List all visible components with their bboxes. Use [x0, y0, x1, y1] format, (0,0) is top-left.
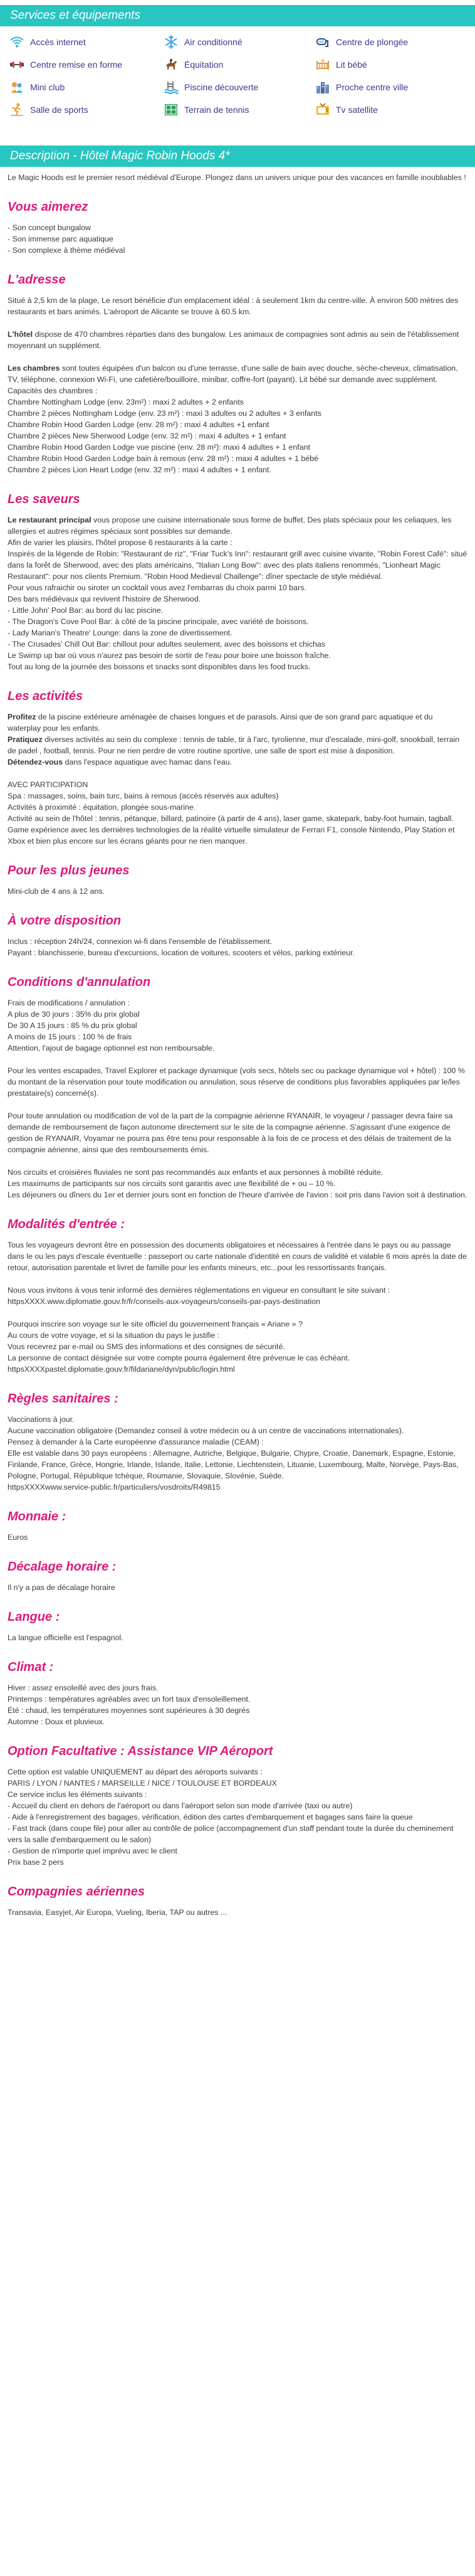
text-line: - Accueil du client en dehors de l'aéroport ou dans l'aéroport selon son mode d'arrivée (taxi ou autre) [8, 1801, 353, 1810]
text-line: AVEC PARTICIPATION [8, 780, 88, 789]
equipment-item [315, 102, 471, 118]
text-line: Prix base 2 pers [8, 1858, 64, 1867]
equipment-label: Accès internet [30, 37, 86, 47]
text-line: Pour vous rafraichir ou siroter un cocktail vous avez l'embarras du choix parmi 10 bars. [8, 583, 306, 592]
text-paragraph: Pour toute annulation ou modification de vol de la part de la compagnie aérienne RYANAIR, le voyageur / passager devra faire sa demande de remboursement de façon autonome directement sur le site de la compagnie aérienne. S'agissant d'une exigence de gestion de RYANAIR, Voyamar ne pourra pas être tenu pour responsable à la fois de ce process et des délais de traitement de la compagnie aérienne, ainsi que des remboursements émis. [8, 1111, 453, 1154]
equipment-label: Tv satellite [336, 105, 378, 115]
section-title-langue: Langue : [8, 1610, 60, 1624]
section-title-adresse: L'adresse [8, 273, 66, 287]
text-line: - Little John' Pool Bar: au bord du lac piscine. [8, 606, 164, 615]
text-line: Chambre 2 pièces Nottingham Lodge (env. 23 m²) : maxi 3 adultes ou 2 adultes + 3 enfants [8, 409, 321, 418]
lead-bold: Le restaurant principal [8, 516, 91, 524]
text-line: Automne : Doux et pluvieux. [8, 1717, 105, 1726]
text-line: Mini-club de 4 ans à 12 ans. [8, 887, 105, 896]
text-paragraph: Nous vous invitons à vous tenir informé des dernières réglementations en vigueur en consultant le site suivant : httpsXXXX.www.diplomatie.gouv.fr/fr/conseils-aux-voyageurs/conseils-par-pays-destination [8, 1286, 390, 1306]
section-title-vous-aimerez: Vous aimerez [8, 200, 88, 214]
equipment-item [315, 79, 471, 95]
equipment-item [163, 34, 302, 50]
horse-riding-icon [163, 56, 179, 73]
lead-bold: Profitez [8, 713, 36, 721]
text-paragraph [8, 363, 467, 385]
text-line: Chambre Robin Hood Garden Lodge bain à remous (env. 28 m²) : maxi 4 adultes + 1 bébé [8, 454, 319, 463]
text-paragraph: Nos circuits et croisières fluviales ne sont pas recommandés aux enfants et aux personnes à mobilité réduite. [8, 1168, 384, 1177]
text-paragraph: Pour les ventes escapades, Travel Explorer et package dynamique (vols secs, hôtels sec ou package dynamique vol + hôtel) : 100 % du montant de la réservation pour toute modification ou annulation, sous réserve de conditions plus favorables appliquées par le/les prestataire(s) concerné(s). [8, 1066, 465, 1098]
diving-icon [315, 34, 331, 50]
lead-bold: L'hôtel [8, 330, 33, 339]
text-line: Chambre Robin Hood Garden Lodge (env. 28 m²) : maxi 4 adultes +1 enfant [8, 420, 269, 429]
text-paragraph: Tous les voyageurs devront être en possession des documents obligatoires et nécessaires à l'entrée dans le pays ou au passage dans le ou les pays d'escale éventuelle : passeport ou carte nationale d'identité en cours de validité et valable 6 mois après la date de retour, autorisation parentale et livret de famille pour les enfants mineurs, etc...pour les ressortissants français. [8, 1241, 467, 1272]
text-line: Attention, l'ajout de bagage optionnel est non remboursable. [8, 1044, 215, 1052]
text-line: - Gestion de n'importe quel imprévu avec le client [8, 1847, 177, 1855]
paragraph-rest: de la piscine extérieure aménagée de chaises longues et de parasols. Ainsi que de son grand parc aquatique et du waterplay pour les enfants. [8, 713, 433, 733]
text-line: Vaccinations à jour. [8, 1415, 75, 1424]
baby-cot-icon [315, 56, 331, 73]
text-line: Pensez à demander à la Carte européenne d'assurance maladie (CEAM) : [8, 1438, 264, 1446]
text-line: Hiver : assez ensoleillé avec des jours frais. [8, 1683, 159, 1692]
text-paragraph [8, 329, 467, 351]
text-line: De 30 A 15 jours : 85 % du prix global [8, 1021, 137, 1030]
text-line: - The Crusades' Chill Out Bar: chillout pour adultes seulement, avec des boissons et chichas [8, 640, 325, 649]
text-line: PARIS / LYON / NANTES / MARSEILLE / NICE / TOULOUSE ET BORDEAUX [8, 1779, 277, 1788]
equipment-item [315, 34, 471, 50]
text-paragraph: Les maximums de participants sur nos circuits sont garantis avec une flexibilité de + ou – 10 %. [8, 1179, 336, 1188]
text-line: Elle est valable dans 30 pays européens : Allemagne, Autriche, Belgique, Bulgarie, Chypre, Croatie, Danemark, Espagne, Estonie, Finlande, France, Grèce, Hongrie, Irlande, Islande, Italie, Lettonie, Liechtenstein, Lituanie, Luxembourg, Malte, Norvège, Pays-Bas, Pologne, Portugal, République tchèque, Roumanie, Slovaquie, Slovénie, Suède. [8, 1449, 459, 1480]
text-paragraph: Situé à 2,5 km de la plage, Le resort bénéficie d'un emplacement idéal : à seulement 1km du centre-ville. À environ 500 mètres des restaurants et bars animés. L'aéroport de Alicante se trouve à 60.5 km. [8, 296, 459, 316]
equipment-item [163, 102, 302, 118]
equipment-item [9, 34, 150, 50]
description-intro: Le Magic Hoods est le premier resort médiéval d'Europe. Plongez dans un univers unique pour des vacances en famille inoubliables ! [8, 173, 466, 182]
lead-bold: Les chambres [8, 364, 60, 373]
section-title-modalites: Modalités d'entrée : [8, 1217, 125, 1231]
text-line: Transavia, Easyjet, Air Europa, Vueling, Iberia, TAP ou autres ... [8, 1908, 227, 1917]
section-title-decalage: Décalage horaire : [8, 1560, 117, 1574]
text-line: La langue officielle est l'espagnol. [8, 1633, 123, 1642]
tennis-icon [163, 102, 179, 118]
tv-icon [315, 102, 331, 118]
text-line: Afin de varier les plaisirs, l'hôtel propose 6 restaurants à la carte : [8, 538, 232, 547]
text-line: Pourquoi inscrire son voyage sur le site officiel du gouvernement français « Ariane » ? [8, 1320, 303, 1328]
text-line: Ce service inclus les éléments suivants : [8, 1790, 147, 1799]
equipment-label: Proche centre ville [336, 82, 409, 92]
section-title-activites: Les activités [8, 689, 83, 703]
section-title-disposition: À votre disposition [8, 914, 122, 928]
text-line: Chambre Nottingham Lodge (env. 23m²) : maxi 2 adultes + 2 enfants [8, 398, 244, 406]
text-line: Au cours de votre voyage, et si la situation du pays le justifie : [8, 1331, 220, 1340]
text-line: Des bars médiévaux qui revivent l'histoire de Sherwood. [8, 595, 201, 603]
gym-icon [9, 102, 25, 118]
text-line: - The Dragon's Cove Pool Bar: à côté de la piscine principale, avec variété de boissons. [8, 617, 309, 626]
text-line: Printemps : températures agréables avec un fort taux d'ensoleillement. [8, 1695, 251, 1704]
text-line: - Son complexe à thème médiéval [8, 246, 125, 255]
text-line: Payant : blanchisserie, bureau d'excursions, location de voitures, scooters et vélos, parking extérieur. [8, 948, 355, 957]
description-banner: Description - Hôtel Magic Robin Hoods 4* [0, 146, 475, 167]
text-line: Il n'y a pas de décalage horaire [8, 1583, 115, 1592]
section-title-monnaie: Monnaie : [8, 1510, 66, 1524]
service-public-link[interactable]: httpsXXXXwww.service-public.fr/particuliers/vosdroits/R49815 [8, 1483, 221, 1492]
description-content [0, 172, 475, 1918]
text-line: Aucune vaccination obligatoire (Demandez conseil à votre médecin ou à un centre de vaccinations internationales). [8, 1426, 404, 1435]
section-title-option: Option Facultative : Assistance VIP Aéroport [8, 1744, 273, 1758]
ariane-link[interactable]: httpsXXXXpastel.diplomatie.gouv.fr/fildariane/dyn/public/login.html [8, 1365, 235, 1374]
equipment-item [9, 56, 150, 73]
wifi-icon [9, 34, 25, 50]
text-line: Euros [8, 1533, 28, 1542]
city-icon [315, 79, 331, 95]
text-paragraph [8, 711, 467, 734]
section-title-plus-jeunes: Pour les plus jeunes [8, 864, 130, 877]
equipment-item [9, 79, 150, 95]
equipment-label: Piscine découverte [184, 82, 259, 92]
text-line: Vous recevrez par e-mail ou SMS des informations et des consignes de sécurité. [8, 1342, 285, 1351]
text-line: Le Swimp up bar où vous n'aurez pas besoin de sortir de l'eau pour boire une boisson fraîche. [8, 651, 331, 660]
equipment-item [163, 79, 302, 95]
equipment-label: Lit bébé [336, 60, 367, 70]
text-line: Chambre 2 pièces New Sherwood Lodge (env. 32 m²) : maxi 4 adultes + 1 enfant [8, 432, 286, 440]
text-line: Spa : massages, soins, bain turc, bains à remous (accès réservés aux adultes) [8, 792, 279, 800]
text-line: Été : chaud, les températures moyennes sont supérieures à 30 degrés [8, 1706, 250, 1715]
equipment-label: Équitation [184, 60, 224, 70]
section-title-saveurs: Les saveurs [8, 492, 80, 506]
text-line: La personne de contact désignée sur votre compte pourra également être prévenue le cas échéant. [8, 1354, 350, 1362]
text-line: - Son immense parc aquatique [8, 235, 113, 243]
text-line: Cette option est valable UNIQUEMENT au départ des aéroports suivants : [8, 1768, 263, 1776]
text-line: Chambre Robin Hood Garden Lodge vue piscine (env. 28 m²): maxi 4 adultes + 1 enfant [8, 443, 310, 452]
text-line: Chambre 2 pièces Lion Heart Lodge (env. 32 m²) : maxi 4 adultes + 1 enfant. [8, 465, 271, 474]
text-line: Frais de modifications / annulation : [8, 999, 130, 1007]
snowflake-icon [163, 34, 179, 50]
equipments-grid [0, 31, 475, 130]
paragraph-rest: vous propose une cuisine internationale sous forme de buffet. Des plats spéciaux pour les celiaques, les allergies et autres régimes spéciaux sont possibles sur demande. [8, 516, 452, 536]
text-line: Activité au sein de l'hôtel : tennis, pétanque, billard, patinoire (à partir de 4 ans), laser game, skatepark, baby-foot humain, tagball. Game expérience avec les dernières technologies de la réalité virtuelle simulateur de Ferrari F1, console Nintendo, Play Station et Xbox et bien plus encore sur les écrans géants pour ne rien manquer. [8, 814, 455, 845]
text-line: - Fast track (dans coupe file) pour aller au contrôle de police (accompagnement d'un staff pendant toute la durée du cheminement vers la salle d'embarquement ou le salon) [8, 1824, 454, 1844]
equipment-label: Centre de plongée [336, 37, 409, 47]
text-line: Inclus : réception 24h/24, connexion wi-fi dans l'ensemble de l'établissement. [8, 937, 273, 946]
text-paragraph [8, 734, 467, 756]
equipment-label: Air conditionné [184, 37, 243, 47]
fitness-icon [9, 56, 25, 73]
section-title-climat: Climat : [8, 1660, 54, 1674]
paragraph-rest: dans l'espace aquatique avec hamac dans l'eau. [63, 758, 232, 766]
paragraph-rest: sont toutes équipées d'un balcon ou d'une terrasse, d'une salle de bain avec douche, sèche-cheveux, climatisation, TV, téléphone, connexion Wi-Fi, une cafetière/bouilloire, minibar, coffre-fort (payant). Lit bébé sur demande avec supplément. [8, 364, 458, 384]
paragraph-rest: dispose de 470 chambres réparties dans des bungalow. Les animaux de compagnies sont admis au sein de l'établissement moyennant un supplément. [8, 330, 459, 350]
text-line: - Aide à l'enregistrement des bagages, vérification, édition des cartes d'embarquement et bagages sans faire la queue [8, 1813, 413, 1821]
equipment-label: Centre remise en forme [30, 60, 123, 70]
section-title-annulation: Conditions d'annulation [8, 975, 151, 989]
equipment-label: Mini club [30, 82, 65, 92]
equipment-label: Terrain de tennis [184, 105, 249, 115]
equipment-label: Salle de sports [30, 105, 88, 115]
text-line: Capacités des chambres : [8, 386, 98, 395]
pool-icon [163, 79, 179, 95]
mini-club-icon [9, 79, 25, 95]
lead-bold: Pratiquez [8, 735, 43, 744]
section-title-compagnies: Compagnies aériennes [8, 1885, 145, 1899]
section-title-sanitaires: Règles sanitaires : [8, 1392, 118, 1406]
lead-bold: Détendez-vous [8, 758, 63, 766]
text-line: Tout au long de la journée des boissons et snacks sont disponibles dans les food trucks. [8, 662, 311, 671]
text-paragraph [8, 514, 467, 537]
equipments-banner: Services et équipements [0, 5, 475, 26]
text-paragraph: Les déjeuners ou dîners du 1er et dernier jours sont en fonction de l'heure d'arrivée de l'avion : soit pris dans l'avion soit à destination. [8, 1190, 467, 1199]
text-line: - Lady Marian's Theatre' Lounge: dans la zone de divertissement. [8, 628, 232, 637]
equipment-item [9, 102, 150, 118]
text-line: A plus de 30 jours : 35% du prix global [8, 1010, 140, 1019]
text-paragraph [8, 756, 467, 768]
equipment-item [315, 56, 471, 73]
text-line: A moins de 15 jours : 100 % de frais [8, 1032, 132, 1041]
equipment-item [163, 56, 302, 73]
text-line: - Son concept bungalow [8, 223, 91, 232]
text-line: Activités à proximité : équitation, plongée sous-marine. [8, 803, 196, 812]
paragraph-rest: diverses activités au sein du complexe : tennis de table, tir à l'arc, tyrolienne, mur d'escalade, mini-golf, snookball, terrain de padel , football, tennis. Pour ne rien perdre de votre routine sportive, une salle de sport est mise à disposition. [8, 735, 459, 755]
text-line: Inspirés de la légende de Robin: "Restaurant de riz", "Friar Tuck's Inn": restaurant grill avec cuisine vivante, "Robin Forest Café": situé dans la forêt de Sherwood, avec des plats américains, "Italian Long Bow": avec des plats italiens renommés, "Lionheart Magic Restaurant": pour nos clients Premium. "Robin Hood Medieval Challenge": dîner spectacle de style médiéval. [8, 549, 467, 581]
